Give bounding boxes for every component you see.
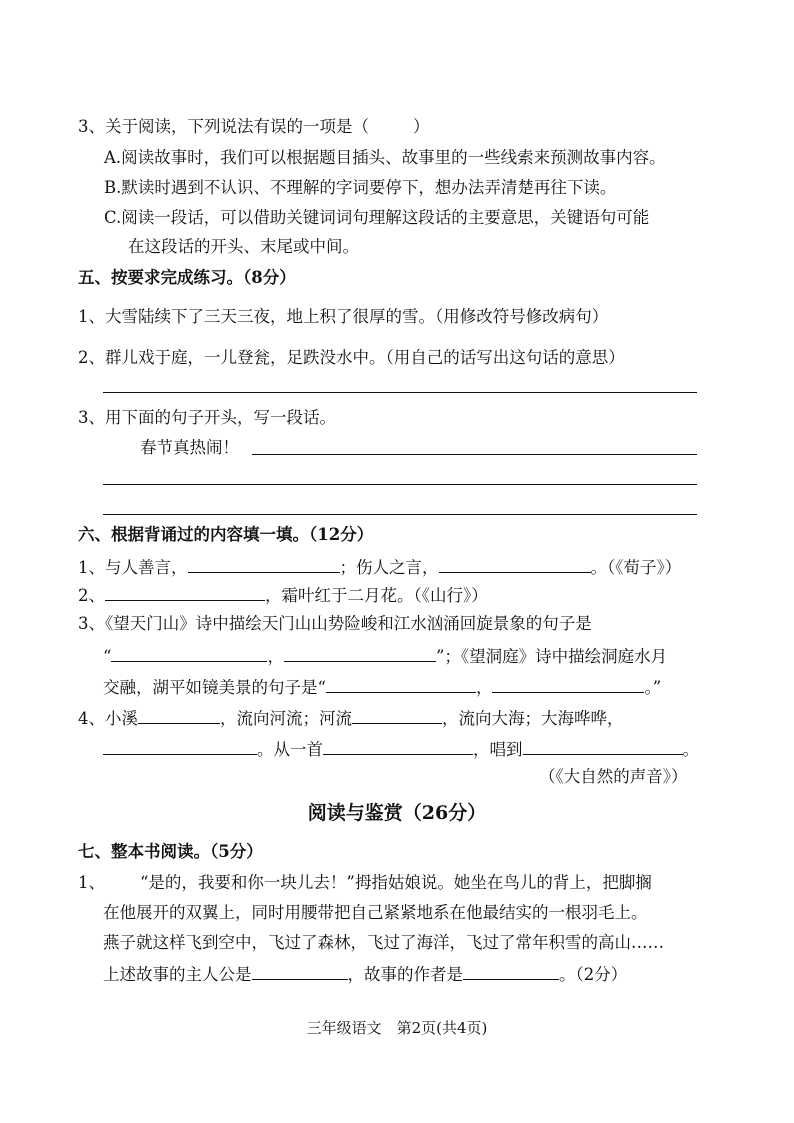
s6-q3-blank-2[interactable] xyxy=(284,644,436,662)
s6-q3-comma-2: ， xyxy=(475,678,493,697)
s6-q4-source: （《大自然的声音》） xyxy=(539,767,688,786)
q3-stem-end: ） xyxy=(413,117,430,136)
s6-q3-line1: 3、《望天门山》诗中描绘天门山山势险峻和江水汹涌回旋景象的句子是 xyxy=(78,614,592,633)
s7-q1-para-4 xyxy=(103,962,627,986)
s7-q1-para-3: 燕子就这样飞到空中，飞过了森林，飞过了海洋，飞过了常年积雪的高山…… xyxy=(103,933,664,952)
q3-option-c-line1: C.阅读一段话，可以借助关键词词句理解这段话的主要意思，关键语句可能 xyxy=(104,208,650,227)
s6-q1 xyxy=(78,555,681,579)
s5-q3-answer-line-2[interactable] xyxy=(103,484,697,485)
s6-q4-line1 xyxy=(78,706,624,730)
s6-q4-blank-2[interactable] xyxy=(352,706,442,724)
q3-option-c-line2: 在这段话的开头、末尾或中间。 xyxy=(128,237,359,256)
s6-q4-text-f: 。 xyxy=(682,740,699,759)
s6-q3-comma: ， xyxy=(267,647,284,666)
s6-q4-text-d: 。从一首 xyxy=(257,740,323,759)
s7-q1-blank-protagonist[interactable] xyxy=(252,962,348,980)
s7-q1-para-1: “是的，我要和你一块儿去！”拇指姑娘说。她坐在鸟儿的背上，把脚搁 xyxy=(140,873,652,892)
s6-q3-text-l3c: 。” xyxy=(644,678,662,697)
s6-q4-text-c: ，流向大海；大海哗哗， xyxy=(442,709,624,728)
s6-q3-line3 xyxy=(103,675,661,699)
s6-q3-blank-3[interactable] xyxy=(326,675,476,693)
s6-q3-text-c: ”；《望洞庭》诗中描绘洞庭水月 xyxy=(435,647,668,666)
s6-q1-blank-1[interactable] xyxy=(188,555,340,573)
page-footer: 三年级语文 第2页(共4页) xyxy=(306,1019,488,1037)
s5-q3-lead: 春节真热闹！ xyxy=(140,438,239,457)
s6-q4-blank-5[interactable] xyxy=(523,737,683,755)
s6-q3-line2 xyxy=(103,644,667,668)
s6-q4-text-a: 4、小溪 xyxy=(78,709,138,728)
s6-q2-text-b: ，霜叶红于二月花。（《山行》） xyxy=(265,586,488,605)
s6-q2-blank[interactable] xyxy=(105,583,265,601)
s6-q1-blank-2[interactable] xyxy=(439,555,591,573)
s7-q1-blank-author[interactable] xyxy=(463,962,559,980)
s6-q2 xyxy=(78,583,488,607)
s5-q3-answer-line-1[interactable] xyxy=(252,454,697,455)
s6-q3-blank-1[interactable] xyxy=(111,644,267,662)
s6-q2-text-a: 2、 xyxy=(78,586,105,605)
s6-q4-blank-4[interactable] xyxy=(323,737,473,755)
s6-q3-open-quote: “ xyxy=(103,647,112,666)
s5-q3-answer-line-3[interactable] xyxy=(103,514,697,515)
s6-q4-blank-3[interactable] xyxy=(103,737,257,755)
s6-q4-line2 xyxy=(103,737,699,761)
s5-q2-answer-line[interactable] xyxy=(103,392,697,393)
q3-stem-line xyxy=(78,116,430,138)
s7-q1-text-c: 。（2分） xyxy=(559,965,628,984)
s6-q4-text-e: ，唱到 xyxy=(473,740,523,759)
s7-q1-para-2: 在他展开的双翼上，同时用腰带把自己紧紧地系在他最结实的一根羽毛上。 xyxy=(103,903,648,922)
s5-q2: 2、群儿戏于庭，一儿登瓮，足跌没水中。（用自己的话写出这句话的意思） xyxy=(78,348,625,367)
s6-q3-blank-4[interactable] xyxy=(492,675,644,693)
s5-q1: 1、大雪陆续下了三天三夜，地上积了很厚的雪。（用修改符号修改病句） xyxy=(78,307,609,326)
section-6-heading: 六、根据背诵过的内容填一填。（12分） xyxy=(78,525,374,544)
q3-option-a: A.阅读故事时，我们可以根据题目插头、故事里的一些线索来预测故事内容。 xyxy=(104,148,666,167)
s6-q1-text-a: 1、与人善言， xyxy=(78,558,188,577)
q3-option-b: B.默读时遇到不认识、不理解的字词要停下，想办法弄清楚再往下读。 xyxy=(104,178,617,197)
s6-q4-blank-1[interactable] xyxy=(138,706,220,724)
s7-q1-text-a: 上述故事的主人公是 xyxy=(103,965,252,984)
s6-q1-text-c: 。（《荀子》） xyxy=(590,558,682,577)
s7-q1-number: 1、 xyxy=(78,873,105,892)
s7-q1-text-b: ，故事的作者是 xyxy=(347,965,463,984)
s6-q1-text-b: ；伤人之言， xyxy=(339,558,439,577)
s6-q4-text-b: ，流向河流；河流 xyxy=(220,709,352,728)
reading-section-title: 阅读与鉴赏（26分） xyxy=(307,802,487,824)
s5-q3: 3、用下面的句子开头，写一段话。 xyxy=(78,408,336,427)
section-5-heading: 五、按要求完成练习。（8分） xyxy=(78,268,296,287)
section-7-heading: 七、整本书阅读。（5分） xyxy=(78,842,263,861)
s6-q3-text-l3a: 交融，湖平如镜美景的句子是“ xyxy=(103,678,326,697)
q3-stem: 3、关于阅读，下列说法有误的一项是（ xyxy=(78,117,369,136)
